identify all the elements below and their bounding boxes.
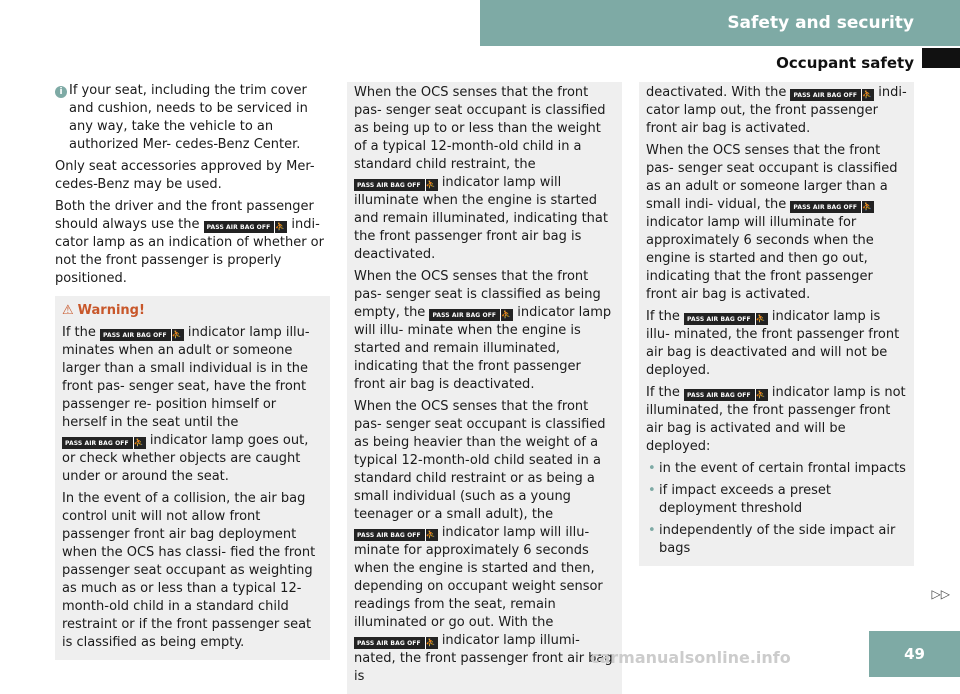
text: deactivated. With the: [646, 85, 787, 100]
text: If the: [62, 325, 96, 340]
list-item: • independently of the side impact air bags: [646, 522, 907, 558]
pass-air-bag-off-icon: PASS AIR BAG OFF ⛹: [790, 201, 874, 213]
text: indicator lamp is not illuminated, the front passenger front air bag is activated and will be deployed:: [646, 385, 906, 454]
paragraph: In the event of a collision, the air bag control unit will not allow front passenger front air bag deployment when the OCS has classi- fied the front passenger seat occupant as weighting as much as or less than a typical 12-month-old child in a standard child restraint or if the front passenger seat is classified as being empty.: [62, 491, 316, 650]
text: indicator lamp is illu- minated, the front passenger front air bag is deactivated and will not be deployed.: [646, 309, 900, 378]
paragraph: [646, 384, 907, 456]
watermark: carmanualsonline.info: [590, 648, 791, 667]
pass-air-bag-off-icon: PASS AIR BAG OFF ⛹: [429, 309, 513, 321]
text: Both the driver and the front passenger should always use the: [55, 199, 314, 232]
pass-air-bag-off-icon: PASS AIR BAG OFF ⛹: [684, 389, 768, 401]
section-tab: [480, 0, 960, 46]
text: indicator lamp will illuminate for approximately 6 seconds when the engine is started and then go out, indicating that the front passenger front air bag is activated.: [646, 215, 874, 302]
pass-air-bag-off-icon: PASS AIR BAG OFF ⛹: [62, 437, 146, 449]
column-1: [55, 82, 330, 660]
paragraph: [646, 142, 907, 304]
paragraph: Only seat accessories approved by Mer- cedes-Benz may be used.: [55, 159, 315, 192]
text: indicator lamp illu- minates when an adult or someone larger than a small individual is in the front pas- senger seat, have the front passenger re- position himself or herself in the seat until the: [62, 325, 310, 430]
info-icon: i: [55, 86, 67, 98]
info-text: If your seat, including the trim cover and cushion, needs to be serviced in any way, take the vehicle to an authorized Mer- cedes-Benz Center.: [69, 83, 308, 152]
paragraph: [354, 84, 615, 264]
section-title: Safety and security: [727, 13, 914, 33]
text: When the OCS senses that the front pas- senger seat occupant is classified as an adult or someone larger than a small indi- vidual, the: [646, 143, 898, 212]
warning-box: [55, 296, 330, 660]
paragraph: [62, 324, 323, 486]
section-marker: [922, 48, 960, 68]
text: If the: [646, 385, 680, 400]
list-item: • if impact exceeds a preset deployment threshold: [646, 482, 907, 518]
pass-air-bag-off-icon: PASS AIR BAG OFF ⛹: [354, 179, 438, 191]
text: indicator lamp illumi- nated, the front passenger front air bag is: [354, 633, 613, 684]
text: indi- cator lamp as an indication of whether or not the front passenger is properly positioned.: [55, 217, 324, 286]
text: indicator lamp will illu- minate for approximately 6 seconds when the engine is started and then, depending on occupant weight sensor readings from the seat, remain illuminated or go out. With the: [354, 525, 603, 630]
text: When the OCS senses that the front pas- senger seat occupant is classified as being up to or less than the weight of a typical 12-month-old child in a standard child restraint, the: [354, 85, 606, 172]
text: If the: [646, 309, 680, 324]
info-note: [55, 82, 330, 154]
column-2: [347, 82, 622, 694]
subsection-title: Occupant safety: [776, 54, 914, 72]
text: indi- cator lamp out, the front passenger front air bag is activated.: [646, 85, 907, 136]
pass-air-bag-off-icon: PASS AIR BAG OFF ⛹: [100, 329, 184, 341]
text: indicator lamp will illu- minate when the engine is started and remain illuminated, indicating that the front passenger front air bag is deactivated.: [354, 305, 612, 392]
paragraph: [354, 398, 615, 686]
paragraph: [646, 84, 907, 138]
pass-air-bag-off-icon: PASS AIR BAG OFF ⛹: [790, 89, 874, 101]
page-number: 49: [869, 631, 960, 677]
text: When the OCS senses that the front pas- senger seat is classified as being empty, the: [354, 269, 601, 320]
list-item: • in the event of certain frontal impacts: [646, 460, 907, 478]
text: When the OCS senses that the front pas- senger seat occupant is classified as being heavier than the weight of a typical 12-month-old child seated in a standard child restraint or as being a small individual (such as a young teenager or a small adult), the: [354, 399, 606, 522]
pass-air-bag-off-icon: PASS AIR BAG OFF ⛹: [354, 637, 438, 649]
column-3: [639, 82, 914, 566]
pass-air-bag-off-icon: PASS AIR BAG OFF ⛹: [684, 313, 768, 325]
pass-air-bag-off-icon: PASS AIR BAG OFF ⛹: [204, 221, 288, 233]
text: indicator lamp will illuminate when the engine is started and remain illuminated, indicating that the front passenger front air bag is deactivated.: [354, 175, 608, 262]
text: indicator lamp goes out, or check whether objects are caught under or around the seat.: [62, 433, 309, 484]
pass-air-bag-off-icon: PASS AIR BAG OFF ⛹: [354, 529, 438, 541]
paragraph: [55, 198, 330, 288]
warning-heading: ⚠ Warning!: [62, 303, 145, 318]
deployment-conditions-list: [646, 460, 907, 558]
paragraph: [646, 308, 907, 380]
continue-arrows-icon: ▷▷: [931, 587, 950, 601]
paragraph: [354, 268, 615, 394]
warning-icon: ⚠: [62, 303, 74, 318]
